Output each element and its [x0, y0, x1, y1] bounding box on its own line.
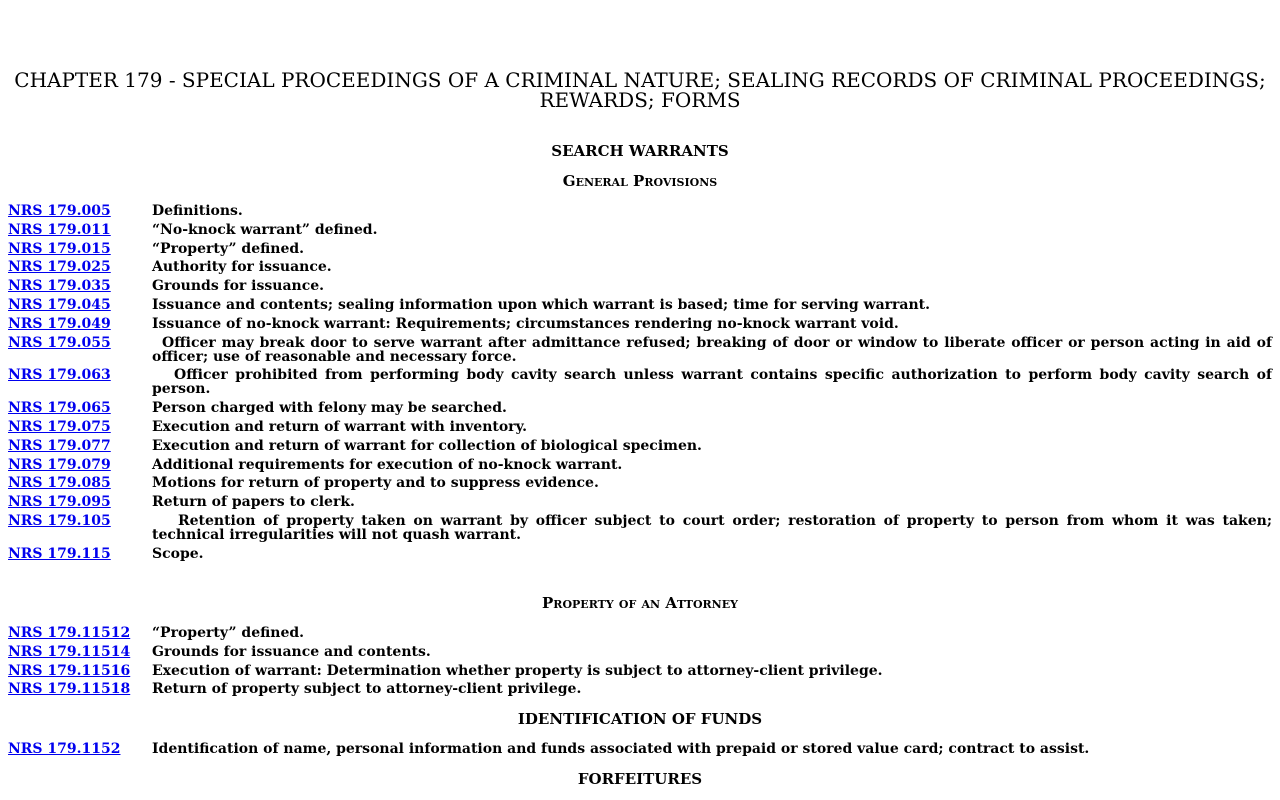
section-link[interactable]: NRS 179.077	[8, 437, 111, 454]
section-title: Grounds for issuance and contents.	[152, 643, 431, 660]
section-link[interactable]: NRS 179.065	[8, 400, 111, 417]
section-link[interactable]: NRS 179.11512	[8, 625, 131, 641]
section-link[interactable]: NRS 179.075	[8, 418, 111, 435]
heading-identification-of-funds: IDENTIFICATION OF FUNDS	[517, 710, 763, 728]
section-link[interactable]: NRS 179.085	[8, 475, 111, 492]
subheading-property-of-attorney: Property of an Attorney	[542, 594, 738, 612]
section-link[interactable]: NRS 179.079	[8, 456, 111, 473]
section-link[interactable]: NRS 179.105	[8, 512, 111, 529]
section-title: Scope.	[152, 545, 204, 562]
section-title: Officer may break door to serve warrant after admittance refused; breaking of door or window to liberate officer or person acting in aid of officer; use of reasonable and necessary force.	[152, 334, 1272, 365]
section-link[interactable]: NRS 179.055	[8, 334, 111, 351]
section-link[interactable]: NRS 179.025	[8, 259, 111, 276]
section-link[interactable]: NRS 179.015	[8, 240, 111, 257]
section-link[interactable]: NRS 179.11518	[8, 681, 131, 698]
section-link[interactable]: NRS 179.035	[8, 278, 111, 295]
section-title: Additional requirements for execution of no-knock warrant.	[152, 456, 623, 473]
toc-row	[8, 458, 1272, 477]
toc-row	[8, 742, 1272, 761]
section-link[interactable]: NRS 179.049	[8, 315, 111, 332]
toc-row	[8, 664, 1272, 683]
section-title: Retention of property taken on warrant by officer subject to court order; restoration of property to person from whom it was taken; technical irregularities will not quash warrant.	[152, 512, 1272, 543]
toc-row	[8, 204, 1272, 223]
toc-row	[8, 317, 1272, 336]
toc-row	[8, 279, 1272, 298]
section-link[interactable]: NRS 179.005	[8, 203, 111, 219]
heading-forfeitures: FORFEITURES	[577, 770, 703, 788]
section-link[interactable]: NRS 179.095	[8, 494, 111, 511]
section-title: Return of papers to clerk.	[152, 494, 355, 511]
section-title: Officer prohibited from performing body cavity search unless warrant contains specific authorization to perform body cavity search of person.	[152, 367, 1272, 398]
section-title: Execution of warrant: Determination whether property is subject to attorney-client privilege.	[152, 662, 883, 679]
toc-row	[8, 682, 1272, 701]
section-link[interactable]: NRS 179.011	[8, 221, 111, 238]
toc-row	[8, 336, 1272, 369]
section-link[interactable]: NRS 179.063	[8, 367, 111, 384]
toc-row	[8, 495, 1272, 514]
section-title: Person charged with felony may be searched.	[152, 400, 507, 417]
toc-row	[8, 260, 1272, 279]
toc-row	[8, 298, 1272, 317]
section-title: Motions for return of property and to suppress evidence.	[152, 475, 599, 492]
toc-row	[8, 242, 1272, 261]
section-link[interactable]: NRS 179.115	[8, 545, 111, 562]
toc-row	[8, 439, 1272, 458]
section-title: Execution and return of warrant for collection of biological specimen.	[152, 437, 702, 454]
section-title: Authority for issuance.	[152, 259, 332, 276]
section-link[interactable]: NRS 179.11516	[8, 662, 131, 679]
general-provisions-list	[8, 204, 1272, 566]
toc-row	[8, 223, 1272, 242]
section-link[interactable]: NRS 179.045	[8, 296, 111, 313]
toc-row	[8, 401, 1272, 420]
chapter-title: CHAPTER 179 - SPECIAL PROCEEDINGS OF A CRIMINAL NATURE; SEALING RECORDS OF CRIMINAL PROCEEDINGS; REWARDS; FORMS	[14, 68, 1266, 112]
section-title: “No-knock warrant” defined.	[152, 221, 378, 238]
section-link[interactable]: NRS 179.1152	[8, 741, 121, 757]
section-title: Definitions.	[152, 203, 243, 219]
heading-search-warrants: SEARCH WARRANTS	[551, 142, 729, 160]
toc-row	[8, 626, 1272, 645]
section-title: Identification of name, personal information and funds associated with prepaid or stored value card; contract to assist.	[152, 741, 1090, 757]
toc-row	[8, 645, 1272, 664]
property-of-attorney-list	[8, 626, 1272, 701]
toc-row	[8, 476, 1272, 495]
toc-row	[8, 547, 1272, 566]
toc-row	[8, 514, 1272, 547]
toc-row	[8, 420, 1272, 439]
section-title: Return of property subject to attorney-client privilege.	[152, 681, 582, 698]
section-title: Grounds for issuance.	[152, 278, 324, 295]
section-title: Execution and return of warrant with inventory.	[152, 418, 527, 435]
toc-row	[8, 368, 1272, 401]
section-title: “Property” defined.	[152, 625, 305, 641]
section-link[interactable]: NRS 179.11514	[8, 643, 131, 660]
subheading-general-provisions: General Provisions	[562, 172, 718, 190]
section-title: “Property” defined.	[152, 240, 305, 257]
section-title: Issuance of no-knock warrant: Requirements; circumstances rendering no-knock warrant void.	[152, 315, 899, 332]
section-title: Issuance and contents; sealing information upon which warrant is based; time for serving warrant.	[152, 296, 930, 313]
identification-of-funds-list	[8, 742, 1272, 761]
